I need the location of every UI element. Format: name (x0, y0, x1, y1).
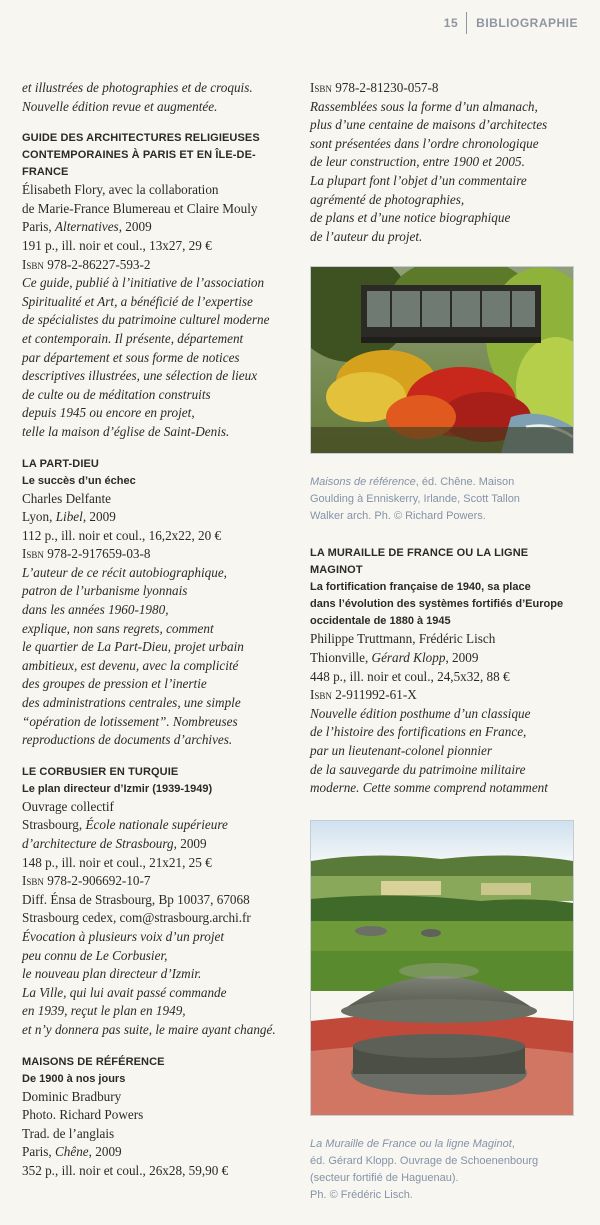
book-entry-guide-architectures (22, 130, 292, 441)
entry-title: GUIDE DES ARCHITECTURES RELIGIEUSES CONTEMPORAINES À PARIS ET EN ÎLE-DE-FRANCE (22, 132, 260, 179)
entry-description: Ce guide, publié à l’initiative de l’association Spiritualité et Art, a bénéficié de l’expertise de spécialistes du patrimoine culturel moderne et contemporain. Il présente, département par département et sous forme de notices descriptives illustrées, une sélection de lieux de culte ou de méditation construits depuis 1945 ou encore en projet, telle la maison d’église de Saint-Denis. (22, 275, 270, 439)
entry-publisher: d’architecture de Strasbourg, 2009 (22, 836, 207, 851)
book-entry-le-corbusier (22, 764, 292, 1040)
entry-author: Élisabeth Flory, avec la collaboration (22, 182, 219, 198)
header-divider (466, 12, 467, 34)
intro-line: Nouvelle édition revue et augmentée. (22, 98, 218, 114)
left-column (22, 79, 292, 1181)
page-header (444, 12, 578, 34)
section-title: BIBLIOGRAPHIE (476, 16, 578, 30)
page-number: 15 (443, 16, 459, 30)
photo-ouvrage-schoenenbourg (310, 820, 574, 1116)
entry-description: Rassemblées sous la forme d’un almanach, plus d’une centaine de maisons d’architectes sont présentées dans l’ordre chronologique de leur construction, entre 1900 et 2005. La plupart font l’objet d’un commentaire agrémenté de photographies, de plans et d’une notice biographique de l’auteur du projet. (310, 98, 548, 244)
house-forest-image (311, 267, 573, 453)
entry-photo-credit: Photo. Richard Powers (22, 1107, 144, 1123)
entry-title: LA MURAILLE DE FRANCE OU LA LIGNE MAGINOT (310, 547, 529, 577)
entry-author: Ouvrage collectif (22, 798, 114, 814)
entry-isbn: Isbn 978-2-86227-593-2 (22, 256, 151, 272)
entry-author: de Marie-France Blumereau et Claire Mouly (22, 200, 258, 216)
photo-caption: La Muraille de France ou la ligne Maginot, éd. Gérard Klopp. Ouvrage de Schoenenbourg (secteur fortifié de Haguenau). Ph. © Frédéric Lisch. (310, 1137, 539, 1201)
book-entry-part-dieu (22, 456, 292, 750)
entry-physical: 191 p., ill. noir et coul., 13x27, 29 € (22, 237, 212, 253)
entry-physical: 352 p., ill. noir et coul., 26x28, 59,90 € (22, 1162, 229, 1178)
entry-title: LA PART-DIEU (22, 457, 99, 470)
entry-distribution: Diff. Énsa de Strasbourg, Bp 10037, 67068 (22, 891, 250, 907)
intro-line: et illustrées de photographies et de croquis. (22, 80, 253, 95)
entry-author: Dominic Bradbury (22, 1088, 122, 1104)
turret-landscape-image (311, 821, 573, 1115)
book-entry-maisons-de-reference (22, 1054, 292, 1181)
entry-title: LE CORBUSIER EN TURQUIE (22, 765, 179, 778)
entry-subtitle: La fortification française de 1940, sa place dans l’évolution des systèmes fortifiés d’Europe occidentale de 1880 à 1945 (310, 581, 564, 628)
book-entry-muraille-de-france (310, 545, 582, 797)
entry-translation: Trad. de l’anglais (22, 1125, 115, 1141)
intro-text (22, 79, 292, 116)
entry-description: Évocation à plusieurs voix d’un projet peu connu de Le Corbusier, le nouveau plan directeur d’Izmir. La Ville, qui lui avait passé commande en 1939, reçut le plan en 1949, et n’y donnera pas suite, le maire ayant changé. (22, 928, 276, 1037)
entry-physical: 148 p., ill. noir et coul., 21x21, 25 € (22, 854, 212, 870)
entry-publisher: Paris, Alternatives, 2009 (22, 219, 152, 235)
entry-publisher: Lyon, Libel, 2009 (22, 509, 116, 525)
entry-physical: 112 p., ill. noir et coul., 16,2x22, 20 € (22, 527, 222, 543)
entry-author: Charles Delfante (22, 490, 111, 506)
entry-subtitle: Le succès d’un échec (22, 474, 136, 487)
entry-author: Philippe Truttmann, Frédéric Lisch (310, 631, 496, 647)
entry-description: Nouvelle édition posthume d’un classique de l’histoire des fortifications en France, par un lieutenant-colonel pionnier de la sauvegarde du patrimoine militaire moderne. Cette somme comprend notamment (310, 705, 548, 796)
entry-publisher: Strasbourg, École nationale supérieure (22, 817, 228, 833)
entry-subtitle: De 1900 à nos jours (22, 1072, 126, 1085)
entry-publisher: Thionville, Gérard Klopp, 2009 (310, 649, 479, 665)
entry-publisher: Paris, Chêne, 2009 (22, 1144, 122, 1160)
entry-isbn: Isbn 978-2-917659-03-8 (22, 546, 151, 562)
entry-distribution: Strasbourg cedex, com@strasbourg.archi.fr (22, 910, 251, 926)
right-column (310, 79, 582, 1204)
entry-description: L’auteur de ce récit autobiographique, patron de l’urbanisme lyonnais dans les années 1960-1980, explique, non sans regrets, comment le quartier de La Part-Dieu, projet urbain ambitieux, est devenu, avec la complicité des groupes de pression et l’inertie des administrations centrales, une simple “opération de lotissement”. Nombreuses reproductions de documents d’archives. (22, 564, 244, 748)
entry-isbn: Isbn 978-2-906692-10-7 (22, 873, 151, 889)
entry-continuation (310, 79, 582, 246)
entry-physical: 448 p., ill. noir et coul., 24,5x32, 88 € (310, 668, 510, 684)
photo-maison-goulding (310, 266, 574, 454)
entry-isbn: Isbn 2-911992-61-X (310, 687, 417, 703)
entry-isbn: Isbn 978-2-81230-057-8 (310, 80, 439, 95)
entry-subtitle: Le plan directeur d’Izmir (1939-1949) (22, 782, 213, 795)
photo-caption: Maisons de référence, éd. Chêne. Maison Goulding à Enniskerry, Irlande, Scott Tallon Walker arch. Ph. © Richard Powers. (310, 476, 520, 523)
entry-title: MAISONS DE RÉFÉRENCE (22, 1055, 165, 1068)
